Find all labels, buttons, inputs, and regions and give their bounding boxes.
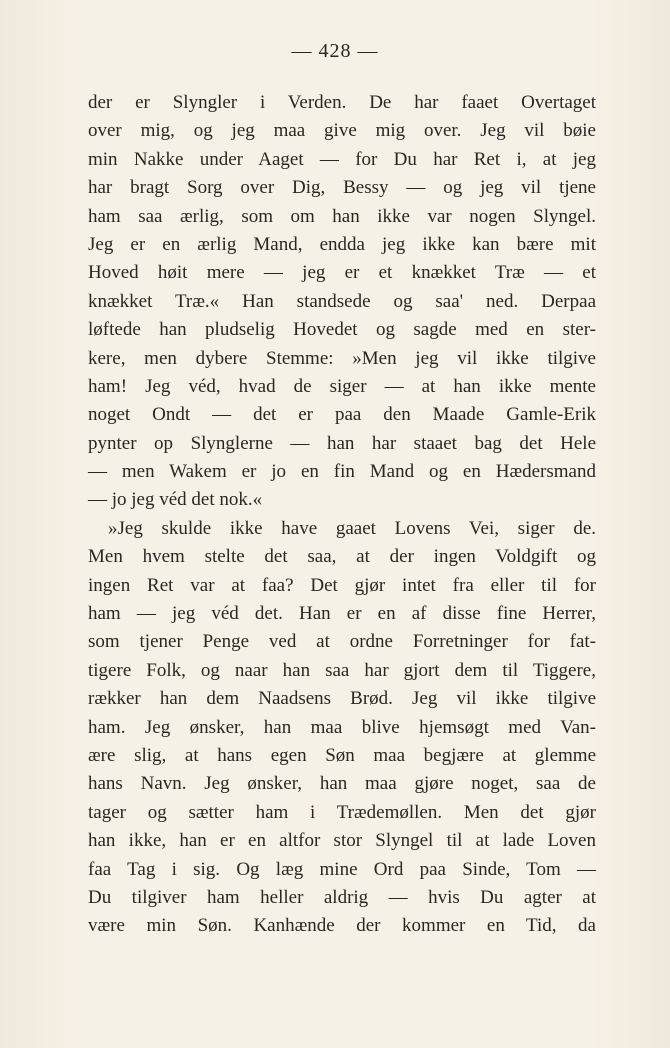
text-line: pynter op Slynglerne — han har staaet bag det Hele <box>88 432 596 454</box>
text-line: »Jeg skulde ikke have gaaet Lovens Vei, siger de. <box>108 517 596 539</box>
text-line: har bragt Sorg over Dig, Bessy — og jeg vil tjene <box>88 177 596 199</box>
text-line: ham — jeg véd det. Han er en af disse fine Herrer, <box>88 603 596 625</box>
text-line: ham! Jeg véd, hvad de siger — at han ikke mente <box>88 375 596 397</box>
text-line: kere, men dybere Stemme: »Men jeg vil ikke tilgive <box>88 347 596 369</box>
page-number: — 428 — <box>291 40 379 62</box>
text-line: han ikke, han er en altfor stor Slyngel til at lade Loven <box>88 830 596 852</box>
text-line: der er Slyngler i Verden. De har faaet Overtaget <box>88 92 596 113</box>
text-line: hans Navn. Jeg ønsker, han maa gjøre noget, saa de <box>88 773 596 795</box>
text-line: noget Ondt — det er paa den Maade Gamle-Erik <box>88 404 596 426</box>
text-line: Hoved høit mere — jeg er et knækket Træ — et <box>88 262 596 284</box>
body-text <box>88 89 596 941</box>
text-line: tager og sætter ham i Trædemøllen. Men det gjør <box>88 801 596 823</box>
text-line: min Nakke under Aaget — for Du har Ret i, at jeg <box>88 148 596 170</box>
text-line: knækket Træ.« Han standsede og saa' ned. Derpaa <box>88 290 596 312</box>
text-line: være min Søn. Kanhænde der kommer en Tid, da <box>88 915 596 937</box>
text-line: rækker han dem Naadsens Brød. Jeg vil ikke tilgive <box>88 688 596 710</box>
text-line: Men hvem stelte det saa, at der ingen Voldgift og <box>88 546 596 568</box>
text-line: — men Wakem er jo en fin Mand og en Hædersmand <box>88 461 596 483</box>
text-line: tigere Folk, og naar han saa har gjort dem til Tiggere, <box>88 659 596 681</box>
text-line: faa Tag i sig. Og læg mine Ord paa Sinde, Tom — <box>88 858 596 880</box>
text-line: ham. Jeg ønsker, han maa blive hjemsøgt med Van- <box>88 716 596 738</box>
text-line: ingen Ret var at faa? Det gjør intet fra eller til for <box>88 574 596 596</box>
text-line: ære slig, at hans egen Søn maa begjære at glemme <box>88 744 596 766</box>
text-line: løftede han pludselig Hovedet og sagde med en ster- <box>88 319 596 341</box>
text-line: Jeg er en ærlig Mand, endda jeg ikke kan bære mit <box>88 233 596 255</box>
text-line: Du tilgiver ham heller aldrig — hvis Du agter at <box>88 886 596 908</box>
text-line: som tjener Penge ved at ordne Forretninger for fat- <box>88 631 596 653</box>
text-line: — jo jeg véd det nok.« <box>88 489 263 511</box>
text-line: over mig, og jeg maa give mig over. Jeg vil bøie <box>88 120 596 142</box>
text-line: ham saa ærlig, som om han ikke var nogen Slyngel. <box>88 205 596 227</box>
